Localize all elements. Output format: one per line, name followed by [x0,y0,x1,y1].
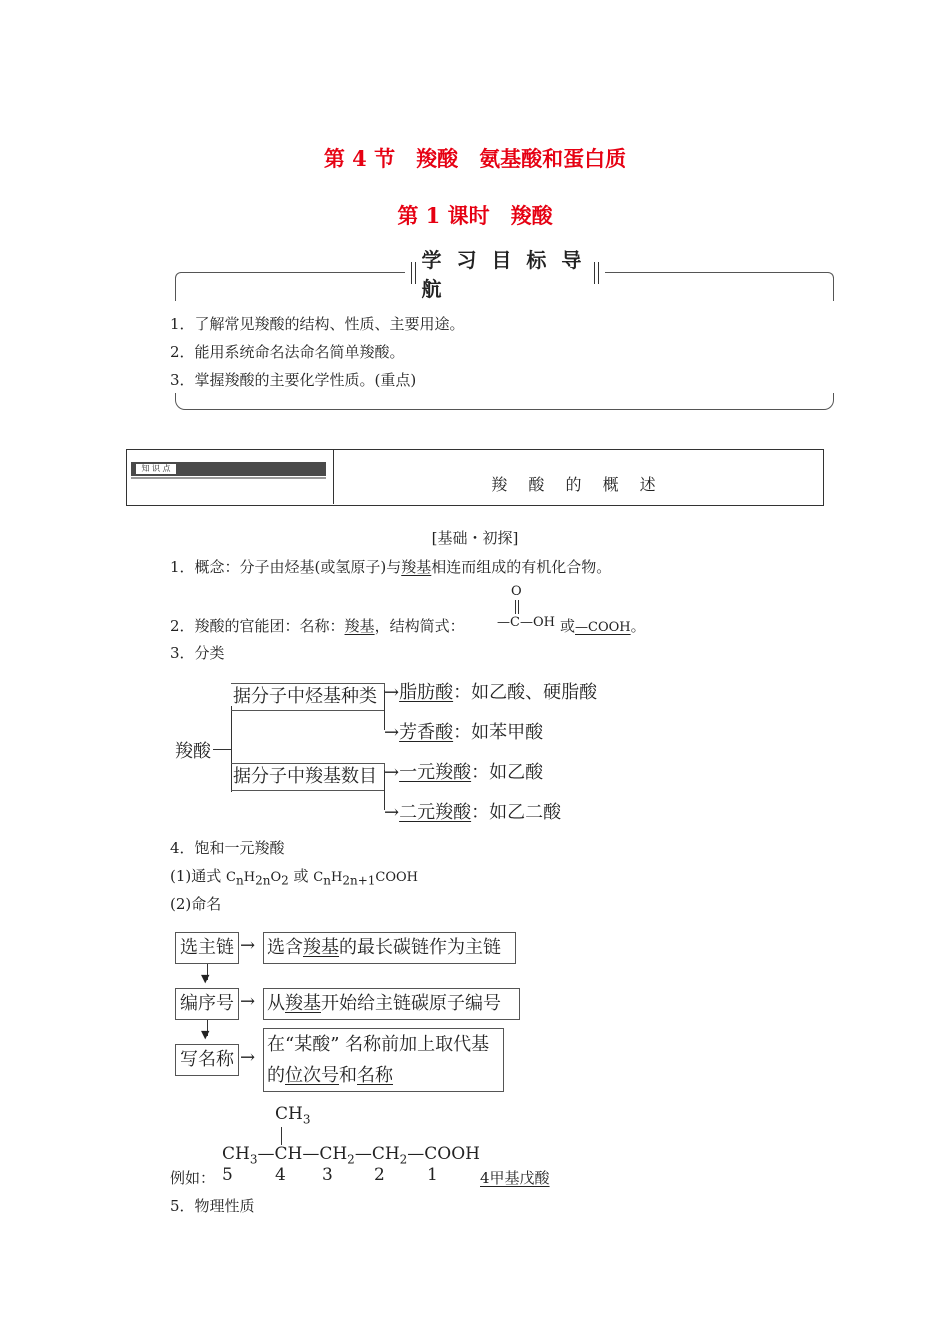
leaf-aliphatic-rest: ：如乙酸、硬脂酸 [453,682,598,703]
leaf-dicarboxylic [384,798,561,824]
branch-bond [281,1127,282,1145]
fg-name: 羧基 [344,617,375,635]
fg-end: 。 [630,617,646,635]
leaf-mono-key: 一元羧酸 [399,762,472,783]
gf1-c: C [226,870,236,885]
carboxyl-structure: —C—OH [497,615,555,630]
arrow-right-icon: → [240,935,256,956]
chain-c3-sub: 2 [347,1152,355,1167]
concept-suffix: 相连而组成的有机化合物。 [431,558,612,576]
gf-or: 或 [288,867,314,885]
s2-post: 开始给主链碳原子编号 [321,993,501,1014]
general-formula-line [170,866,418,891]
branch-methyl [275,1104,310,1126]
s2-key: 羧基 [285,993,321,1014]
leaf-aromatic-rest: ：如苯甲酸 [453,722,544,743]
fg-prefix: 2．羧酸的官能团：名称： [170,617,345,635]
s3-key1: 位次号 [285,1065,339,1086]
tree-root: 羧酸 [175,741,211,762]
leaf-monocarboxylic [384,758,543,784]
s3-pre: 的 [267,1065,285,1086]
knowledge-point-banner-line [131,477,326,479]
s3-key2: 名称 [357,1065,393,1086]
carbon-number-3: 3 [322,1165,333,1185]
branch-hydrocarbon-type: 据分子中烃基种类 [231,683,385,711]
gf2-cooh: COOH [375,870,418,885]
leaf-di-key: 二元羧酸 [399,802,472,823]
chain-c5: CH [222,1144,250,1164]
concept-prefix: 1．概念：分子由烃基(或氢原子)与 [170,558,402,576]
s3-line2 [267,1060,503,1091]
carbon-number-5: 5 [222,1165,233,1185]
fg-or: 或 [560,617,576,635]
arrow-right-icon: → [384,762,400,783]
s1-pre: 选含 [267,937,303,958]
carbonyl-oxygen: O [511,584,522,599]
chain-c2-sub: 2 [399,1152,408,1167]
section-title: 第 4 节 羧酸 氨基酸和蛋白质 [323,146,627,171]
s1-post: 的最长碳链作为主链 [339,937,501,958]
objectives-heading-text: 学 习 目 标 导 航 [421,248,586,301]
lesson-title: 第 1 课时 羧酸 [397,203,553,228]
gf2-h: H [330,870,343,885]
concept-line [170,557,611,577]
chain-c1: —COOH [407,1144,481,1164]
step-select-chain-desc [263,932,516,964]
arrow-right-icon: → [384,722,400,743]
gf1-sub-2n: 2n [255,873,271,888]
chain-c3: —CH [302,1144,348,1164]
objective-item-3: 3．掌握羧酸的主要化学性质。(重点) [170,371,417,389]
s2-pre: 从 [267,993,285,1014]
example-answer: 4甲基戊酸 [480,1169,550,1187]
gf2-sub-n: n [323,873,331,888]
naming-heading: (2)命名 [170,895,222,913]
double-bond-icon [515,600,516,614]
knowledge-point-title: 羧 酸 的 概 述 [491,475,664,494]
objective-item-2: 2．能用系统命名法命名简单羧酸。 [170,343,405,361]
classification-heading: 3．分类 [170,644,225,662]
carbon-number-4: 4 [275,1165,286,1185]
fg-middle: ，结构简式： [374,617,465,635]
branch-ch: CH [275,1104,303,1124]
step-select-chain: 选主链 [175,932,239,964]
gf2-c: C [313,870,324,885]
leaf-di-rest: ：如乙二酸 [471,802,562,823]
step-write-name: 写名称 [175,1044,239,1076]
s1-key: 羧基 [303,937,339,958]
heading-bar-left-icon [411,262,416,284]
arrow-down-icon: ▼ [201,972,210,985]
chain-c5-sub: 3 [249,1152,258,1167]
basics-label: [基础・初探] [431,529,519,547]
arrow-right-icon: → [384,682,400,703]
concept-key: 羧基 [401,558,432,576]
leaf-aromatic [384,718,543,744]
knowledge-point-tag: 知 识 点 [136,464,176,474]
leaf-mono-rest: ：如乙酸 [471,762,544,783]
gf2-sub-2n1: 2n+1 [342,873,376,888]
arrow-right-icon: → [240,991,256,1012]
leaf-aliphatic-key: 脂肪酸 [399,682,454,703]
gf1-o: O [270,870,282,885]
root-connector [213,749,231,750]
chain-c4: —CH [257,1144,303,1164]
step-numbering-desc [263,988,520,1020]
leaf-aromatic-key: 芳香酸 [399,722,454,743]
objectives-frame-bottom [175,393,834,410]
functional-group-line [170,616,465,636]
saturated-acid-heading: 4．饱和一元羧酸 [170,839,285,857]
carbon-number-1: 1 [427,1165,438,1185]
branch-carboxyl-count: 据分子中羧基数目 [231,763,385,791]
gf1-sub-2: 2 [281,873,289,888]
leaf-aliphatic [384,678,597,704]
heading-bar-right-icon [594,262,599,284]
step-write-name-desc [263,1028,504,1092]
arrow-right-icon: → [384,802,400,823]
fg-formula: —COOH [575,620,631,635]
fg-formula-line [560,616,646,638]
gf1-h: H [243,870,256,885]
carbon-number-2: 2 [374,1165,385,1185]
s3-line1: 在“某酸” 名称前加上取代基 [267,1034,490,1055]
step-numbering: 编序号 [175,988,239,1020]
objectives-heading [405,248,605,301]
arrow-right-icon: → [240,1047,256,1068]
branch-sub: 3 [302,1112,311,1127]
gf1-sub-n: n [235,873,244,888]
gf-prefix: (1)通式 [170,867,227,885]
main-chain [222,1144,480,1166]
arrow-down-icon: ▼ [201,1028,210,1041]
example-label: 例如： [170,1169,216,1187]
objective-item-1: 1．了解常见羧酸的结构、性质、主要用途。 [170,315,465,333]
physical-properties-heading: 5．物理性质 [170,1197,255,1215]
s3-mid: 和 [339,1065,357,1086]
chain-c2: —CH [354,1144,400,1164]
